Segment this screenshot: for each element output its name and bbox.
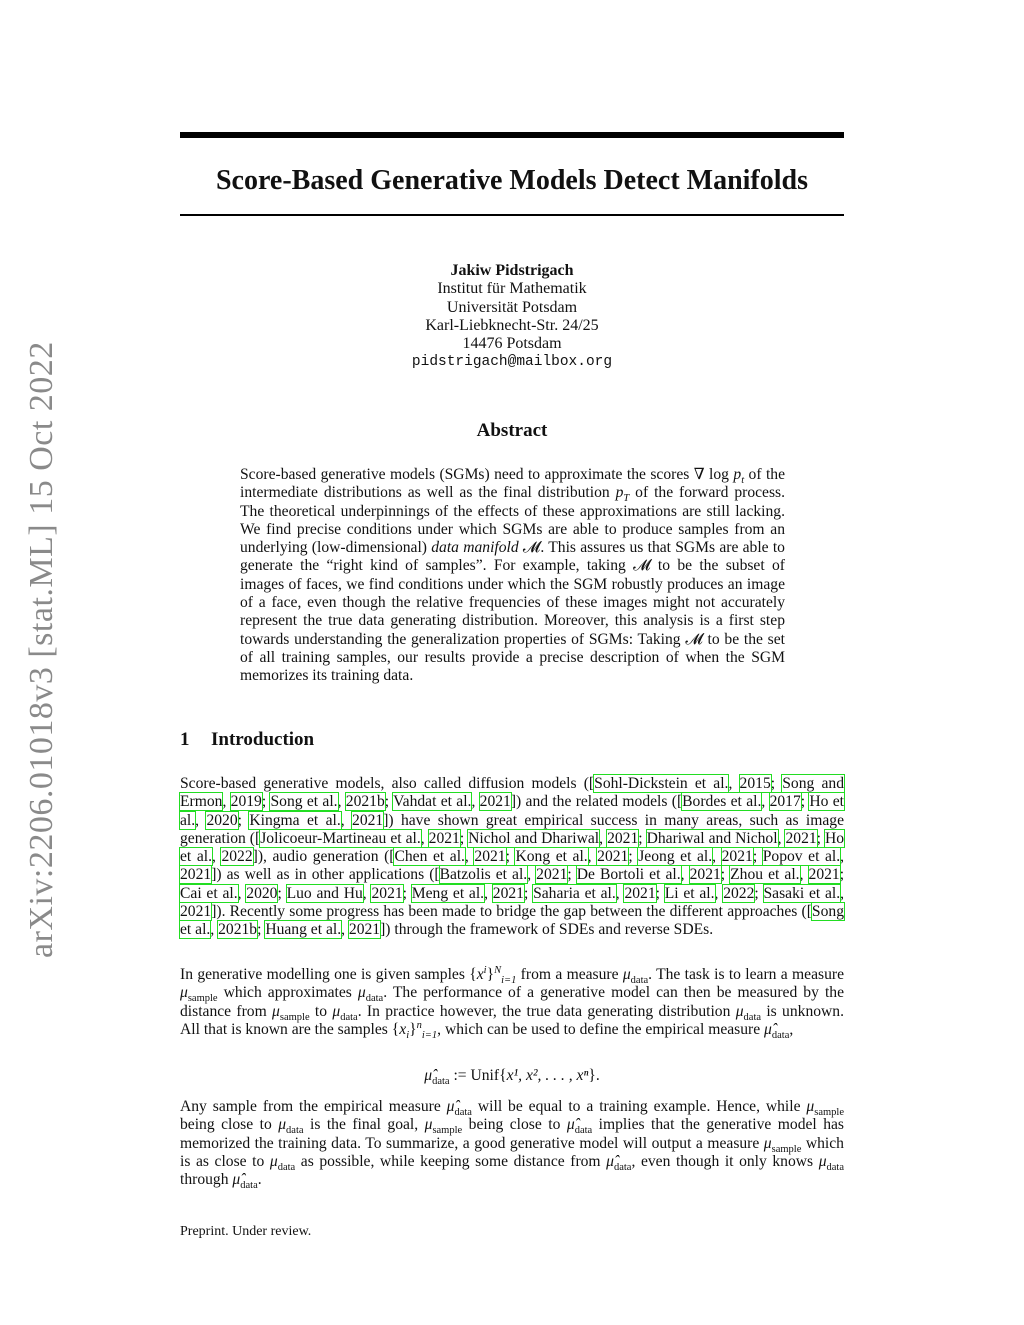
citation-link[interactable]: 2021 — [624, 884, 656, 902]
citation-link[interactable]: Saharia et al. — [533, 884, 616, 902]
citation-link[interactable]: 2021 — [689, 866, 721, 884]
paper-title: Score-Based Generative Models Detect Manifolds — [215, 165, 809, 196]
citation-link[interactable]: 2021 — [607, 829, 639, 847]
citation-link[interactable]: 2021 — [428, 829, 460, 847]
citation-link[interactable]: 2021 — [371, 884, 403, 902]
citation-link[interactable]: 2021 — [474, 848, 506, 866]
citation-link[interactable]: 2021 — [352, 811, 384, 829]
citation-link[interactable]: Huang et al. — [265, 921, 342, 939]
citation-link[interactable]: Song and Ermon — [180, 775, 845, 811]
citation-link[interactable]: Sasaki et al. — [763, 884, 841, 902]
citation-link[interactable]: Popov et al. — [762, 848, 841, 866]
citation-link[interactable]: Jolicoeur-Martineau et al. — [260, 829, 421, 847]
citation-link[interactable]: Chen et al. — [394, 848, 465, 866]
abstract-body: Score-based generative models (SGMs) need to approximate the scores ∇ $\log p_t$ of the intermediate distributions as well as the final distribution $p_T$ of the forward process. The theoretical underpinnings of the effects of these approximations are still lacking. We find precise conditions under which SGMs are able to produce samples from an underlying (low-dimensional) data manifold 𝓜. This assures us that SGMs are able to generate the “right kind of samples”. For example, taking 𝓜 to be the subset of images of faces, we find conditions under which the SGM robustly produces an image of a face, even though the relative frequencies of these images might not accurately represent the true data generating distribution. Moreover, this analysis is a first step towards understanding the generalization properties of SGMs: Taking 𝓜 to be the set of all training samples, our results provide a precise description of when the SGM memorizes its training data. — [240, 466, 786, 685]
citation-link[interactable]: Li et al. — [664, 884, 715, 902]
citation-link[interactable]: 2021 — [479, 793, 511, 811]
citation-link[interactable]: Song et al. — [180, 903, 844, 939]
citation-link[interactable]: Song et al. — [270, 793, 338, 811]
citation-link[interactable]: Vahdat et al. — [393, 793, 472, 811]
citation-link[interactable]: Nichol and Dhariwal — [468, 829, 600, 847]
citation-link[interactable]: Zhou et al. — [730, 866, 800, 884]
citation-link[interactable]: Sohl-Dickstein et al. — [594, 775, 729, 792]
citation-link[interactable]: 2021 — [597, 848, 629, 866]
author-street: Karl-Liebknecht-Str. 24/25 — [425, 316, 599, 334]
citation-link[interactable]: Meng et al. — [411, 884, 485, 902]
citation-link[interactable]: 2015 — [739, 775, 771, 792]
citation-link[interactable]: Ho et al. — [180, 829, 845, 866]
intro-paragraph-1: Score-based generative models, also called diffusion models ([Sohl-Dickstein et al., 2015; Song and Ermon, 2019; Song et al., 2021b; Vahdat et al., 2021]) and the related models ([Bordes et al., 2017; Ho et al., 2020; Kingma et al., 2021]) have shown great empirical success in many areas, such as image generation ([Jolicoeur-Martineau et al., 2021; Nichol and Dhariwal, 2021; Dhariwal and Nichol, 2021; Ho et al., 2022]), audio generation ([Chen et al., 2021; Kong et al., 2021; Jeong et al., 2021; Popov et al., 2021]) as well as in other applications ([Batzolis et al., 2021; De Bortoli et al., 2021; Zhou et al., 2021; Cai et al., 2020; Luo and Hu, 2021; Meng et al., 2021; Saharia et al., 2021; Li et al., 2022; Sasaki et al., 2021]). Recently some progress has been made to bridge the gap between the different approaches ([Song et al., 2021b; Huang et al., 2021]) through the framework of SDEs and reverse SDEs. — [180, 775, 845, 939]
citation-link[interactable]: 2020 — [246, 884, 278, 902]
citation-link[interactable]: 2021 — [180, 866, 212, 884]
citation-link[interactable]: 2021 — [785, 829, 817, 847]
author-university: Universität Potsdam — [446, 298, 578, 316]
citation-link[interactable]: Batzolis et al. — [439, 866, 528, 884]
intro-paragraph-2: In generative modelling one is given samples $\{x^i\}^N_{i=1}$ from a measure $\mu_{data}$. The task is to learn a measure $\mu_{sample}$ which approximates $\mu_{data}$. The performance of a generative model can then be measured by the distance from $\mu_{sample}$ to $\mu_{data}$. In practice however, the true data generating distribution $\mu_{data}$ is unknown. All that is known are the samples $\{x_i\}^n_{i=1}$, which can be used to define the empirical measure $\mû_{data}$, — [180, 964, 845, 1041]
citation-link[interactable]: Bordes et al. — [682, 793, 762, 811]
author-city: 14476 Potsdam — [462, 335, 562, 353]
citation-link[interactable]: 2021 — [536, 866, 568, 884]
citation-link[interactable]: Kong et al. — [515, 848, 588, 866]
citation-link[interactable]: 2019 — [230, 793, 262, 811]
author-block — [330, 262, 694, 372]
author-email[interactable]: pidstrigach@mailbox.org — [411, 354, 613, 371]
abstract-heading: Abstract — [476, 420, 548, 441]
citation-link[interactable]: Ho et al. — [180, 793, 845, 829]
citation-link[interactable]: 2021b — [345, 793, 385, 811]
arxiv-side-stamp: arXiv:2206.01018v3 [stat.ML] 15 Oct 2022 — [23, 341, 60, 958]
citation-link[interactable]: 2021 — [348, 921, 381, 939]
intro-paragraph-3: Any sample from the empirical measure $\mû_{data}$ will be equal to a training example. Hence, while $\mu_{sample}$ being close to $\mu_{data}$ is the final goal, $\mu_{sample}$ being close to $\mû_{data}$ implies that the generative model has memorized the training data. To summarize, a good generative model will output a measure $\mu_{sample}$ which is as close to $\mu_{data}$ as possible, while keeping some distance from $\mû_{data}$, even though it only knows $\mu_{data}$ through $\mû_{data}$. — [180, 1098, 845, 1192]
citation-link[interactable]: De Bortoli et al. — [576, 866, 681, 884]
author-institute: Institut für Mathematik — [437, 280, 587, 298]
empirical-measure-equation: $\mû_{data}$ := Unif{x¹, x², . . . , xⁿ}. — [424, 1067, 600, 1088]
citation-link[interactable]: Jeong et al. — [638, 848, 713, 866]
footer-note: Preprint. Under review. — [180, 1224, 312, 1239]
citation-link[interactable]: 2022 — [221, 848, 253, 866]
author-name: Jakiw Pidstrigach — [450, 262, 574, 279]
citation-link[interactable]: Cai et al. — [180, 884, 238, 902]
citation-link[interactable]: 2021 — [180, 903, 212, 921]
citation-link[interactable]: 2021 — [721, 848, 753, 866]
citation-link[interactable]: 2021b — [218, 921, 258, 939]
citation-link[interactable]: 2021 — [808, 866, 840, 884]
citation-link[interactable]: 2022 — [723, 884, 755, 902]
citation-link[interactable]: Luo and Hu — [286, 884, 363, 902]
title-rule-bottom — [180, 214, 844, 216]
section-heading-introduction: 1 Introduction — [180, 729, 315, 750]
title-rule-top — [180, 132, 844, 138]
citation-link[interactable]: 2021 — [492, 884, 524, 902]
citation-link[interactable]: Dhariwal and Nichol — [646, 829, 778, 847]
citation-link[interactable]: 2020 — [206, 811, 238, 829]
citation-link[interactable]: Kingma et al. — [249, 811, 341, 829]
citation-link[interactable]: 2017 — [769, 793, 801, 811]
